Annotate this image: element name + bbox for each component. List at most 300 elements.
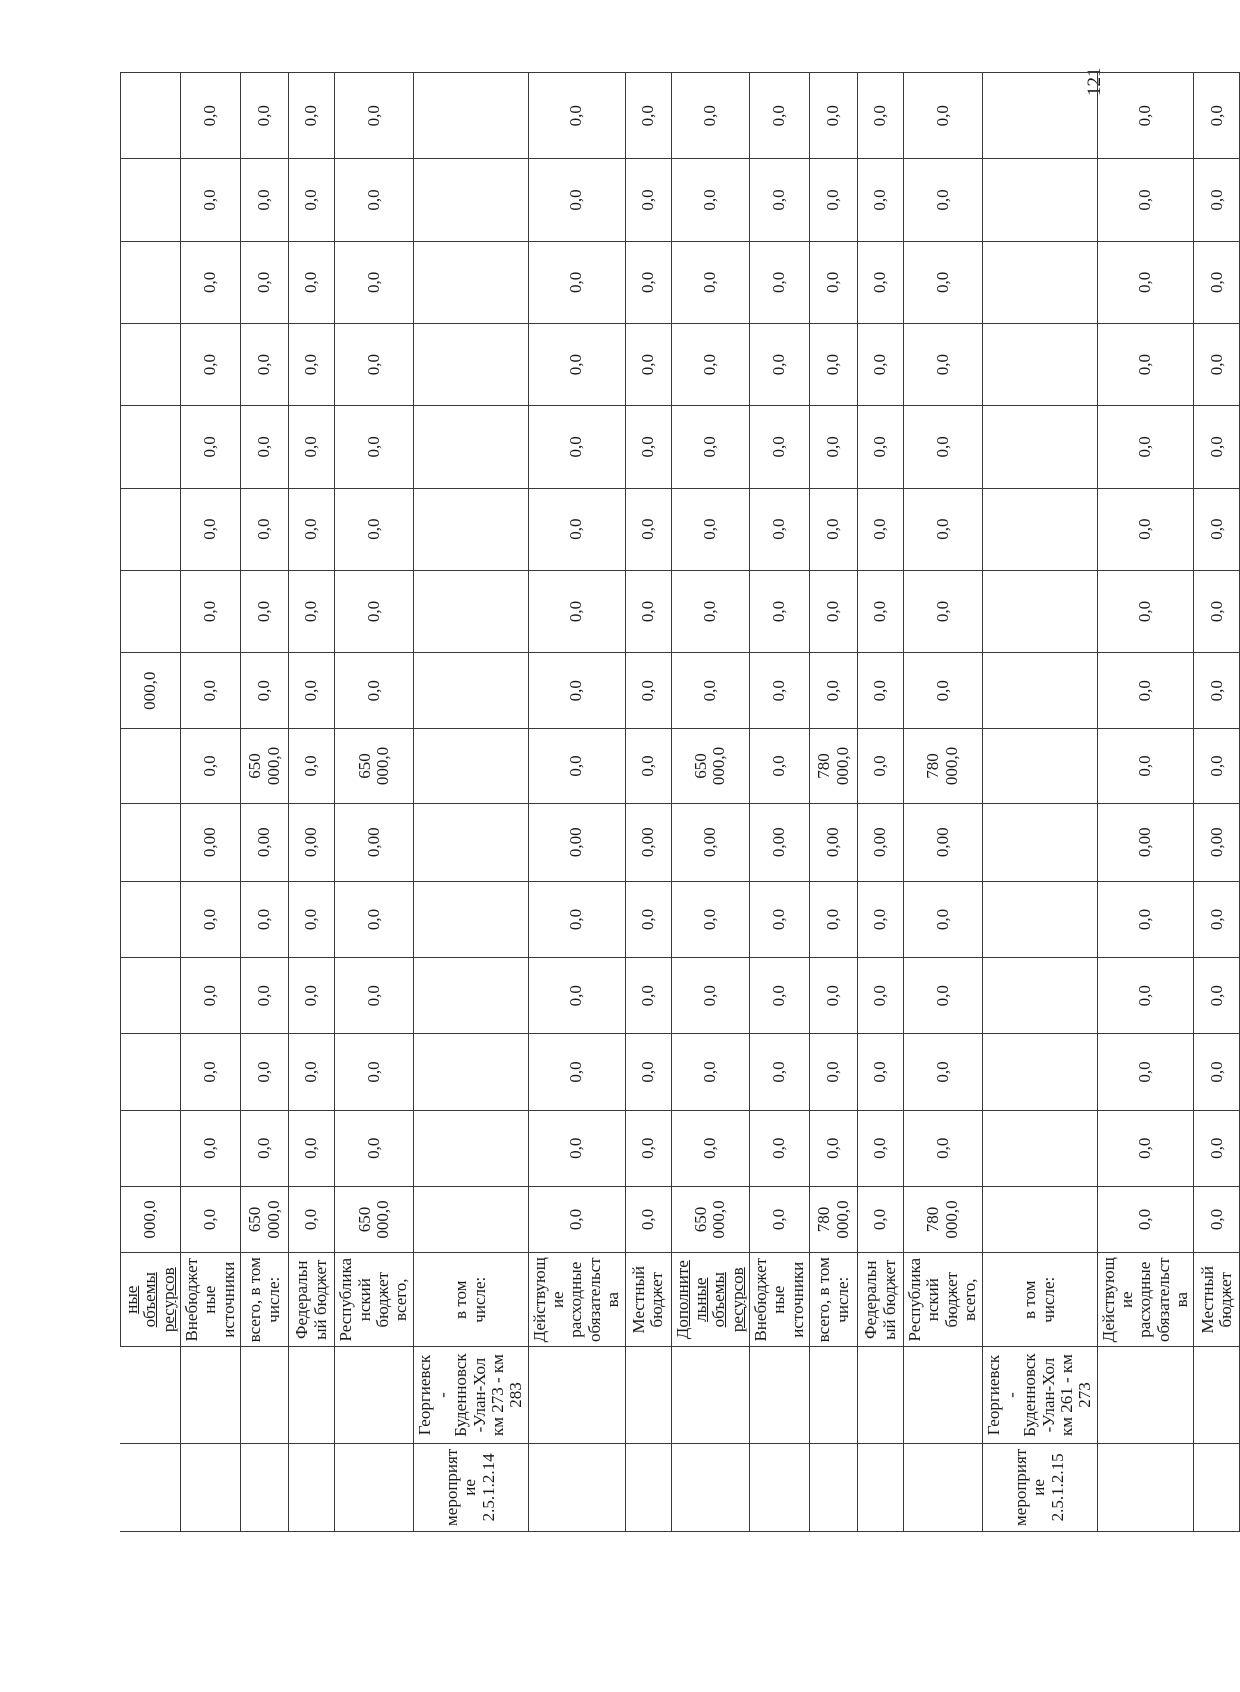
value-cell: 0,0 — [1097, 241, 1194, 323]
event-code-cell — [335, 1443, 413, 1531]
value-cell — [121, 881, 181, 957]
value-cell — [413, 241, 528, 323]
event-code-cell: мероприятие 2.5.1.2.15 — [982, 1443, 1097, 1531]
funding-source-cell: Местный бюджет — [1194, 1253, 1240, 1347]
funding-source-cell: Местный бюджет — [625, 1253, 671, 1347]
value-cell: 0,0 — [904, 488, 982, 570]
road-section-cell — [181, 1347, 241, 1443]
value-cell: 0,00 — [1097, 803, 1194, 881]
funding-source-cell: Федеральный бюджет — [289, 1253, 335, 1347]
value-cell: 0,0 — [181, 1110, 241, 1186]
value-cell: 0,0 — [858, 881, 904, 957]
value-cell: 0,0 — [1194, 241, 1240, 323]
value-cell: 0,0 — [671, 488, 749, 570]
value-cell: 0,0 — [1097, 958, 1194, 1034]
value-cell — [121, 241, 181, 323]
value-cell: 0,0 — [181, 1034, 241, 1110]
value-cell: 0,0 — [858, 1186, 904, 1252]
value-cell: 0,0 — [335, 1034, 413, 1110]
value-cell: 0,0 — [858, 570, 904, 652]
road-section-cell — [671, 1347, 749, 1443]
value-cell: 0,0 — [1194, 1110, 1240, 1186]
value-cell: 0,0 — [181, 488, 241, 570]
value-cell: 0,0 — [1194, 406, 1240, 488]
value-cell — [982, 958, 1097, 1034]
value-cell — [413, 1034, 528, 1110]
value-cell — [982, 653, 1097, 729]
value-cell: 0,0 — [671, 653, 749, 729]
value-cell: 0,0 — [858, 323, 904, 405]
road-section-cell — [335, 1347, 413, 1443]
value-cell: 0,0 — [181, 570, 241, 652]
value-cell: 0,0 — [241, 73, 289, 159]
value-cell: 0,0 — [810, 653, 858, 729]
value-cell: 0,0 — [749, 958, 809, 1034]
value-cell: 0,0 — [1194, 323, 1240, 405]
value-cell: 0,0 — [528, 653, 625, 729]
event-code-cell — [904, 1443, 982, 1531]
road-section-cell — [1097, 1347, 1194, 1443]
value-cell: 0,0 — [858, 241, 904, 323]
table-row — [982, 73, 1097, 1532]
value-cell: 650 000,0 — [335, 729, 413, 803]
value-cell: 0,0 — [528, 729, 625, 803]
table-row — [858, 73, 904, 1532]
value-cell: 0,0 — [289, 488, 335, 570]
funding-source-cell: Республиканский бюджет всего, — [335, 1253, 413, 1347]
value-cell — [121, 570, 181, 652]
value-cell: 0,00 — [858, 803, 904, 881]
value-cell: 000,0 — [121, 653, 181, 729]
value-cell: 0,0 — [749, 1110, 809, 1186]
value-cell: 0,0 — [671, 570, 749, 652]
value-cell: 0,0 — [671, 73, 749, 159]
table-row — [625, 73, 671, 1532]
value-cell: 0,00 — [625, 803, 671, 881]
value-cell: 0,0 — [810, 406, 858, 488]
value-cell: 0,0 — [625, 159, 671, 241]
value-cell: 0,0 — [289, 881, 335, 957]
value-cell: 0,0 — [335, 488, 413, 570]
value-cell — [121, 1110, 181, 1186]
value-cell: 780 000,0 — [810, 1186, 858, 1252]
value-cell: 0,0 — [858, 73, 904, 159]
value-cell: 0,0 — [241, 241, 289, 323]
event-code-cell — [1097, 1443, 1194, 1531]
value-cell: 0,0 — [625, 1034, 671, 1110]
value-cell: 0,0 — [810, 881, 858, 957]
table-row — [1097, 73, 1194, 1532]
value-cell: 0,0 — [181, 958, 241, 1034]
value-cell: 0,0 — [749, 159, 809, 241]
value-cell: 0,0 — [335, 241, 413, 323]
event-code-cell — [810, 1443, 858, 1531]
funding-source-label: Дополнительные объемы ресурсов — [672, 1260, 747, 1340]
value-cell: 650 000,0 — [671, 1186, 749, 1252]
value-cell — [982, 1034, 1097, 1110]
value-cell: 0,0 — [1097, 1186, 1194, 1252]
value-cell — [982, 1110, 1097, 1186]
funding-source-cell: Внебюджетные источники — [749, 1253, 809, 1347]
value-cell: 0,0 — [1194, 1186, 1240, 1252]
value-cell: 0,0 — [1194, 958, 1240, 1034]
value-cell: 0,0 — [858, 488, 904, 570]
road-section-cell — [749, 1347, 809, 1443]
table-row — [413, 73, 528, 1532]
value-cell: 0,0 — [335, 653, 413, 729]
road-section-cell — [810, 1347, 858, 1443]
value-cell: 0,00 — [181, 803, 241, 881]
value-cell: 0,0 — [241, 1110, 289, 1186]
value-cell: 0,0 — [625, 958, 671, 1034]
value-cell — [413, 881, 528, 957]
value-cell: 0,0 — [671, 323, 749, 405]
value-cell: 0,0 — [904, 241, 982, 323]
value-cell: 0,0 — [858, 159, 904, 241]
table-row — [810, 73, 858, 1532]
value-cell — [982, 323, 1097, 405]
event-code-cell: мероприятие 2.5.1.2.14 — [413, 1443, 528, 1531]
funding-source-cell: в том числе: — [413, 1253, 528, 1347]
value-cell: 0,0 — [858, 406, 904, 488]
value-cell: 0,0 — [241, 159, 289, 241]
value-cell: 0,0 — [335, 1110, 413, 1186]
value-cell: 0,0 — [289, 241, 335, 323]
funding-source-cell: Действующие расходные обязательства — [1097, 1253, 1194, 1347]
value-cell: 0,0 — [335, 73, 413, 159]
value-cell: 0,0 — [904, 1034, 982, 1110]
value-cell: 0,0 — [749, 653, 809, 729]
value-cell: 0,0 — [289, 1034, 335, 1110]
value-cell: 0,0 — [625, 570, 671, 652]
value-cell: 0,0 — [671, 1034, 749, 1110]
value-cell: 0,0 — [528, 570, 625, 652]
value-cell: 0,0 — [749, 729, 809, 803]
value-cell: 0,0 — [181, 323, 241, 405]
value-cell: 0,0 — [1194, 881, 1240, 957]
table-row — [904, 73, 982, 1532]
table-row — [289, 73, 335, 1532]
value-cell: 0,0 — [181, 729, 241, 803]
value-cell — [982, 488, 1097, 570]
value-cell — [121, 406, 181, 488]
value-cell: 0,0 — [904, 406, 982, 488]
funding-source-cell: всего, в том числе: — [810, 1253, 858, 1347]
table-row — [671, 73, 749, 1532]
value-cell: 0,0 — [528, 488, 625, 570]
value-cell: 0,0 — [528, 323, 625, 405]
value-cell — [982, 570, 1097, 652]
value-cell: 0,0 — [289, 958, 335, 1034]
value-cell: 0,0 — [810, 488, 858, 570]
value-cell: 0,00 — [749, 803, 809, 881]
road-section-cell — [289, 1347, 335, 1443]
value-cell: 0,0 — [810, 570, 858, 652]
value-cell — [413, 73, 528, 159]
value-cell: 0,0 — [241, 958, 289, 1034]
value-cell: 0,0 — [289, 159, 335, 241]
value-cell: 0,0 — [181, 159, 241, 241]
value-cell: 0,0 — [858, 729, 904, 803]
value-cell: 0,0 — [749, 241, 809, 323]
value-cell — [413, 323, 528, 405]
table-row — [1194, 73, 1240, 1532]
value-cell: 0,0 — [528, 406, 625, 488]
value-cell: 0,0 — [241, 406, 289, 488]
value-cell: 0,0 — [858, 1034, 904, 1110]
value-cell: 0,0 — [289, 73, 335, 159]
value-cell: 0,0 — [1097, 653, 1194, 729]
value-cell — [982, 241, 1097, 323]
value-cell — [982, 73, 1097, 159]
event-code-cell — [289, 1443, 335, 1531]
funding-source-cell: в том числе: — [982, 1253, 1097, 1347]
value-cell: 0,0 — [528, 1110, 625, 1186]
event-code-cell — [241, 1443, 289, 1531]
table-row — [528, 73, 625, 1532]
road-section-cell — [904, 1347, 982, 1443]
value-cell: 0,0 — [1194, 488, 1240, 570]
value-cell: 0,0 — [1194, 159, 1240, 241]
value-cell: 0,0 — [810, 323, 858, 405]
budget-table — [120, 72, 1240, 1532]
event-code-cell — [121, 1443, 181, 1531]
value-cell: 0,0 — [810, 958, 858, 1034]
value-cell: 0,0 — [810, 241, 858, 323]
value-cell: 0,0 — [858, 1110, 904, 1186]
funding-source-label: ные объемы ресурсов — [122, 1267, 178, 1333]
value-cell: 0,0 — [625, 1186, 671, 1252]
value-cell: 0,0 — [289, 570, 335, 652]
value-cell: 0,0 — [1097, 570, 1194, 652]
value-cell: 0,0 — [1097, 729, 1194, 803]
value-cell — [413, 159, 528, 241]
value-cell: 650 000,0 — [241, 729, 289, 803]
value-cell — [413, 729, 528, 803]
value-cell: 0,0 — [1194, 653, 1240, 729]
table-row — [335, 73, 413, 1532]
value-cell: 0,0 — [625, 73, 671, 159]
table-row — [749, 73, 809, 1532]
value-cell: 0,0 — [904, 323, 982, 405]
value-cell — [121, 958, 181, 1034]
value-cell — [413, 803, 528, 881]
value-cell: 650 000,0 — [335, 1186, 413, 1252]
value-cell: 0,0 — [625, 653, 671, 729]
value-cell: 0,0 — [181, 73, 241, 159]
value-cell: 0,0 — [749, 570, 809, 652]
road-section-cell — [528, 1347, 625, 1443]
road-section-cell — [625, 1347, 671, 1443]
value-cell: 0,0 — [181, 406, 241, 488]
value-cell: 0,0 — [810, 1034, 858, 1110]
value-cell: 0,0 — [528, 958, 625, 1034]
road-section-cell: Георгиевск - Буденновск -Улан-Хол км 261 - км 273 — [982, 1347, 1097, 1443]
event-code-cell — [749, 1443, 809, 1531]
value-cell: 0,0 — [528, 159, 625, 241]
value-cell — [413, 406, 528, 488]
value-cell: 0,0 — [625, 241, 671, 323]
value-cell: 0,0 — [241, 881, 289, 957]
funding-source-cell — [671, 1253, 749, 1347]
value-cell: 0,0 — [904, 73, 982, 159]
value-cell: 0,0 — [671, 881, 749, 957]
value-cell: 0,0 — [181, 241, 241, 323]
value-cell: 0,0 — [289, 1186, 335, 1252]
value-cell: 0,0 — [904, 653, 982, 729]
value-cell: 0,0 — [749, 1186, 809, 1252]
value-cell: 0,0 — [671, 159, 749, 241]
event-code-cell — [181, 1443, 241, 1531]
value-cell: 0,0 — [749, 406, 809, 488]
event-code-cell — [858, 1443, 904, 1531]
value-cell: 0,0 — [335, 323, 413, 405]
road-section-cell: Георгиевск - Буденновск -Улан-Хол км 273 - км 283 — [413, 1347, 528, 1443]
value-cell — [121, 729, 181, 803]
value-cell — [121, 803, 181, 881]
table-row — [181, 73, 241, 1532]
value-cell: 0,0 — [749, 323, 809, 405]
value-cell: 650 000,0 — [241, 1186, 289, 1252]
value-cell — [982, 729, 1097, 803]
value-cell: 0,0 — [1097, 406, 1194, 488]
value-cell — [982, 159, 1097, 241]
funding-source-cell: Внебюджетные источники — [181, 1253, 241, 1347]
value-cell: 0,0 — [335, 159, 413, 241]
value-cell: 0,0 — [528, 73, 625, 159]
value-cell — [413, 488, 528, 570]
value-cell: 0,0 — [289, 323, 335, 405]
page-number: 121 — [1084, 67, 1105, 96]
value-cell: 0,0 — [1097, 159, 1194, 241]
value-cell — [982, 803, 1097, 881]
value-cell: 0,0 — [1097, 1110, 1194, 1186]
value-cell: 0,0 — [335, 881, 413, 957]
road-section-cell — [241, 1347, 289, 1443]
value-cell: 0,0 — [1097, 488, 1194, 570]
value-cell: 0,0 — [904, 1110, 982, 1186]
road-section-cell — [121, 1347, 181, 1443]
value-cell: 0,0 — [528, 241, 625, 323]
value-cell: 780 000,0 — [904, 1186, 982, 1252]
value-cell: 0,0 — [749, 1034, 809, 1110]
value-cell: 0,0 — [528, 881, 625, 957]
value-cell: 0,0 — [181, 653, 241, 729]
value-cell: 0,0 — [625, 729, 671, 803]
value-cell: 0,0 — [858, 958, 904, 1034]
value-cell: 0,00 — [241, 803, 289, 881]
value-cell: 0,0 — [749, 73, 809, 159]
value-cell: 0,0 — [810, 159, 858, 241]
value-cell — [121, 159, 181, 241]
value-cell: 0,0 — [625, 881, 671, 957]
value-cell: 0,0 — [289, 729, 335, 803]
value-cell: 0,0 — [810, 73, 858, 159]
value-cell: 0,0 — [1097, 73, 1194, 159]
table-row — [241, 73, 289, 1532]
event-code-cell — [625, 1443, 671, 1531]
funding-source-cell: Республиканский бюджет всего, — [904, 1253, 982, 1347]
value-cell: 0,00 — [1194, 803, 1240, 881]
value-cell: 0,0 — [625, 323, 671, 405]
value-cell: 0,0 — [858, 653, 904, 729]
value-cell: 0,0 — [1194, 729, 1240, 803]
value-cell — [121, 488, 181, 570]
value-cell: 0,0 — [335, 958, 413, 1034]
table-row — [121, 73, 181, 1532]
value-cell — [413, 1186, 528, 1252]
value-cell: 0,0 — [671, 406, 749, 488]
event-code-cell — [528, 1443, 625, 1531]
value-cell — [413, 958, 528, 1034]
event-code-cell — [1194, 1443, 1240, 1531]
value-cell — [121, 323, 181, 405]
value-cell: 0,0 — [241, 570, 289, 652]
value-cell — [982, 406, 1097, 488]
value-cell: 000,0 — [121, 1186, 181, 1252]
value-cell: 0,0 — [241, 488, 289, 570]
value-cell: 0,00 — [671, 803, 749, 881]
value-cell: 0,00 — [289, 803, 335, 881]
funding-source-cell: всего, в том числе: — [241, 1253, 289, 1347]
value-cell: 0,0 — [1097, 323, 1194, 405]
value-cell: 780 000,0 — [810, 729, 858, 803]
road-section-cell — [1194, 1347, 1240, 1443]
value-cell — [413, 570, 528, 652]
value-cell: 0,0 — [1194, 1034, 1240, 1110]
value-cell: 0,0 — [335, 570, 413, 652]
value-cell: 0,0 — [181, 1186, 241, 1252]
value-cell: 0,0 — [289, 653, 335, 729]
value-cell: 0,00 — [528, 803, 625, 881]
value-cell: 0,0 — [528, 1186, 625, 1252]
value-cell: 0,0 — [1097, 881, 1194, 957]
event-code-cell — [671, 1443, 749, 1531]
value-cell: 0,0 — [181, 881, 241, 957]
rotated-budget-table — [120, 72, 1235, 1532]
value-cell: 650 000,0 — [671, 729, 749, 803]
value-cell — [413, 1110, 528, 1186]
value-cell: 0,0 — [810, 1110, 858, 1186]
value-cell: 0,0 — [625, 1110, 671, 1186]
value-cell: 0,0 — [625, 406, 671, 488]
value-cell: 0,0 — [335, 406, 413, 488]
value-cell: 0,0 — [671, 241, 749, 323]
value-cell: 0,0 — [1097, 1034, 1194, 1110]
value-cell — [121, 73, 181, 159]
value-cell: 0,00 — [335, 803, 413, 881]
value-cell: 0,0 — [904, 159, 982, 241]
value-cell — [413, 653, 528, 729]
value-cell: 780 000,0 — [904, 729, 982, 803]
value-cell: 0,0 — [528, 1034, 625, 1110]
funding-source-cell: Действующие расходные обязательства — [528, 1253, 625, 1347]
funding-source-cell: Федеральный бюджет — [858, 1253, 904, 1347]
value-cell: 0,0 — [1194, 570, 1240, 652]
value-cell: 0,0 — [904, 958, 982, 1034]
value-cell: 0,00 — [810, 803, 858, 881]
value-cell: 0,0 — [241, 1034, 289, 1110]
value-cell: 0,0 — [671, 1110, 749, 1186]
value-cell: 0,0 — [241, 323, 289, 405]
value-cell: 0,0 — [904, 570, 982, 652]
value-cell: 0,0 — [749, 488, 809, 570]
value-cell: 0,0 — [241, 653, 289, 729]
value-cell: 0,00 — [904, 803, 982, 881]
road-section-cell — [858, 1347, 904, 1443]
value-cell: 0,0 — [289, 406, 335, 488]
value-cell — [982, 881, 1097, 957]
